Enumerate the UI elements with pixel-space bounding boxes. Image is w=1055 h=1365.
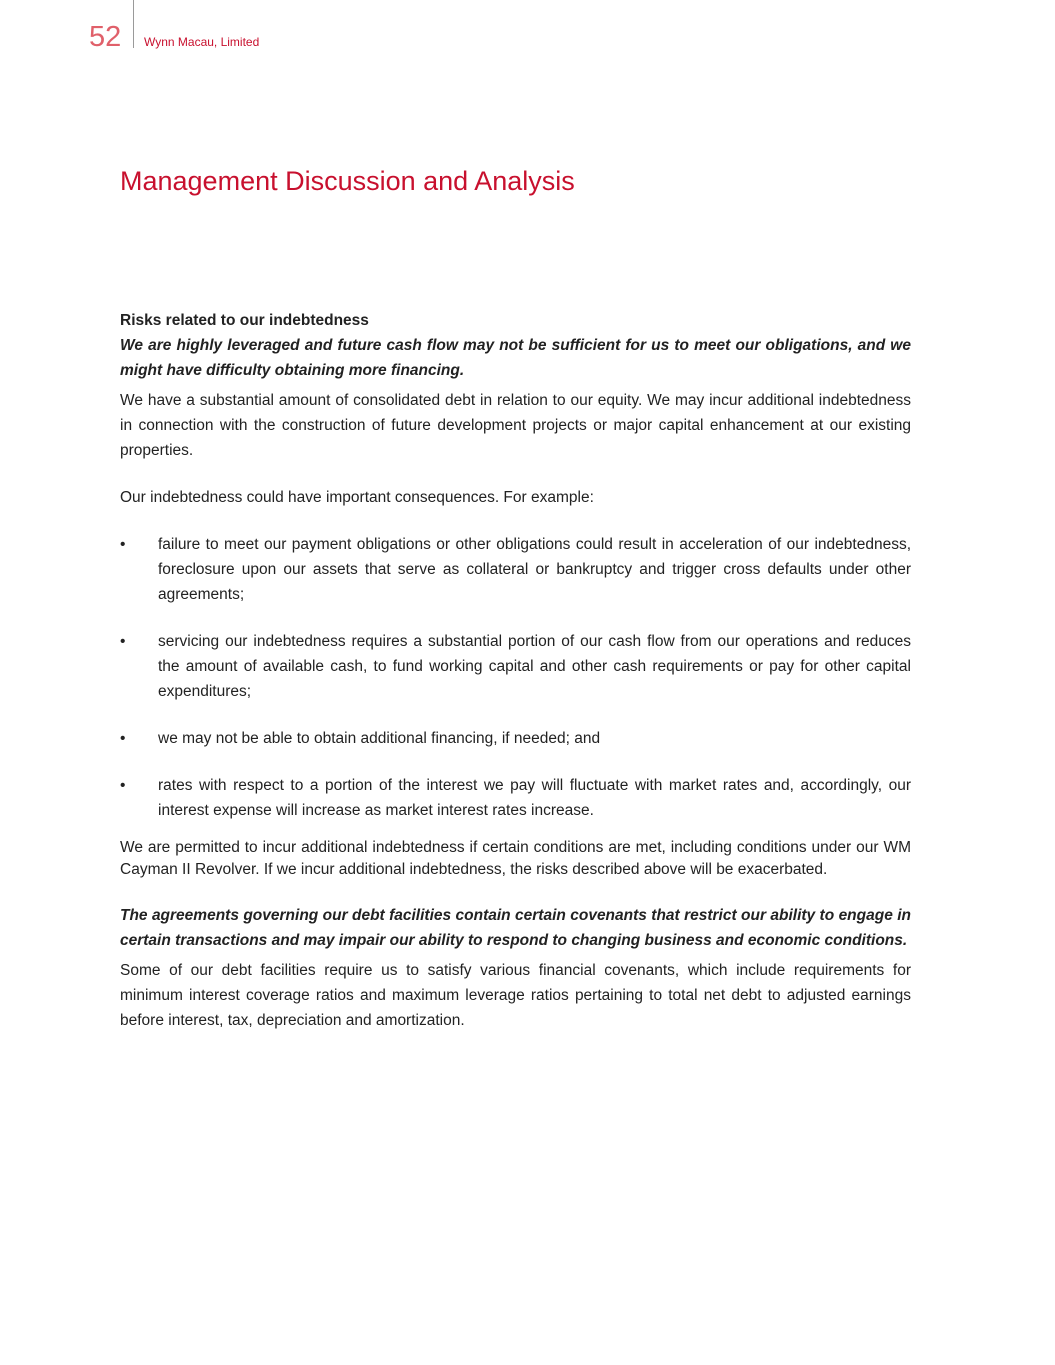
consequences-list [120, 532, 911, 823]
company-name: Wynn Macau, Limited [144, 35, 260, 49]
paragraph-additional-indebtedness: We are permitted to incur additional indebtedness if certain conditions are met, including conditions under our WM Cayman II Revolver. If we incur additional indebtedness, the risks described above will be exacerbated. [120, 839, 911, 878]
list-item-text: failure to meet our payment obligations or other obligations could result in acceleration of our indebtedness, foreclosure upon our assets that serve as collateral or bankruptcy and trigger cross defaults under other agreements; [158, 536, 911, 603]
bullet-icon: • [120, 730, 126, 747]
bullet-icon: • [120, 536, 126, 553]
list-item [120, 773, 911, 823]
bullet-icon: • [120, 777, 126, 794]
page-number: 52 [89, 21, 122, 53]
header-divider [133, 0, 134, 48]
list-item-text: servicing our indebtedness requires a substantial portion of our cash flow from our operations and reduces the amount of available cash, to fund working capital and other cash requirements or pay for other capital expenditures; [158, 633, 911, 700]
list-item [120, 726, 911, 751]
subheading: Risks related to our indebtedness [120, 312, 369, 329]
paragraph-financial-covenants: Some of our debt facilities require us to satisfy various financial covenants, which include requirements for minimum interest coverage ratios and maximum leverage ratios pertaining to total net debt to adjusted earnings before interest, tax, depreciation and amortization. [120, 962, 911, 1029]
risk-heading-leverage: We are highly leveraged and future cash flow may not be sufficient for us to meet our obligations, and we might have difficulty obtaining more financing. [120, 337, 911, 379]
bullet-icon: • [120, 633, 126, 650]
document-body [120, 308, 911, 1033]
list-item-text: we may not be able to obtain additional financing, if needed; and [158, 730, 601, 747]
risk-heading-covenants: The agreements governing our debt facilities contain certain covenants that restrict our ability to engage in certain transactions and may impair our ability to respond to changing business and economic conditions. [120, 907, 911, 949]
paragraph-consequences-intro: Our indebtedness could have important consequences. For example: [120, 489, 594, 506]
list-item [120, 629, 911, 704]
paragraph-consolidated-debt: We have a substantial amount of consolidated debt in relation to our equity. We may incur additional indebtedness in connection with the construction of future development projects or major capital enhancement at our existing properties. [120, 392, 911, 459]
list-item [120, 532, 911, 607]
list-item-text: rates with respect to a portion of the interest we pay will fluctuate with market rates and, accordingly, our interest expense will increase as market interest rates increase. [158, 777, 911, 819]
section-title: Management Discussion and Analysis [120, 166, 575, 196]
